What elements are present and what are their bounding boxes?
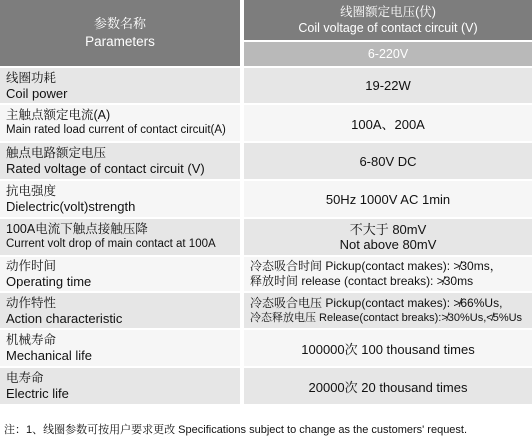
table-row	[0, 257, 532, 293]
header-coil-voltage	[240, 0, 532, 40]
row-label-zh: 电寿命	[6, 371, 44, 385]
row-label	[0, 105, 240, 143]
row-label-en: Coil power	[6, 85, 68, 101]
table-row	[0, 68, 532, 105]
row-label	[0, 257, 240, 293]
row-label-zh: 100A电流下触点接触压降	[6, 222, 148, 236]
row-label-en: Current volt drop of main contact at 100A	[6, 238, 216, 250]
row-label-en: Dielectric(volt)strength	[6, 199, 136, 214]
row-label-zh: 机械寿命	[6, 333, 57, 347]
header-coil-voltage-zh: 线圈额定电压(伏)	[340, 5, 436, 19]
row-value: 6-80V DC	[240, 143, 532, 181]
row-value-line-1: 冷态吸合电压 Pickup(contact makes): ≯66%Us,	[250, 295, 503, 310]
row-value: 100000次 100 thousand times	[240, 330, 532, 368]
row-label	[0, 368, 240, 406]
footnote: 注：1、线圈参数可按用户要求更改 Specifications subject to change as the customers' request.	[4, 424, 468, 436]
header-voltage-range: 6-220V	[240, 40, 532, 68]
row-label-zh: 抗电强度	[6, 184, 57, 198]
table-row	[0, 105, 532, 143]
row-label-zh: 动作特性	[6, 295, 57, 310]
row-value: 50Hz 1000V AC 1min	[240, 181, 532, 219]
row-label-zh: 触点电路额定电压	[6, 146, 107, 160]
row-label	[0, 143, 240, 181]
table-row	[0, 181, 532, 219]
row-value: 100A、200A	[240, 105, 532, 143]
table-row	[0, 293, 532, 330]
table-row	[0, 143, 532, 181]
row-value	[240, 219, 532, 257]
row-label-en: Main rated load current of contact circuit(A)	[6, 124, 226, 136]
header-parameters	[0, 0, 240, 68]
row-value-line-2: 冷态释放电压 Release(contact breaks):≯30%Us,≮5%Us	[250, 311, 523, 324]
row-value: 20000次 20 thousand times	[240, 368, 532, 406]
row-label-en: Electric life	[6, 386, 69, 401]
table-row	[0, 368, 532, 406]
header-parameters-zh: 参数名称	[93, 16, 146, 31]
row-label	[0, 330, 240, 368]
row-value-line-2: Not above 80mV	[339, 237, 437, 252]
row-label	[0, 293, 240, 330]
row-label-en: Action characteristic	[6, 310, 123, 326]
row-label-en: Mechanical life	[6, 348, 92, 363]
row-label-zh: 线圈功耗	[6, 70, 57, 85]
row-label-zh: 主触点额定电流(A)	[6, 108, 111, 122]
row-value-line-1: 不大于 80mV	[349, 222, 427, 237]
row-label-en: Rated voltage of contact circuit (V)	[6, 161, 205, 176]
row-label-zh: 动作时间	[6, 259, 57, 273]
row-label	[0, 68, 240, 105]
row-value	[240, 293, 532, 330]
row-value-line-2: 释放时间 release (contact breaks): ≯30ms	[250, 274, 474, 288]
row-label	[0, 219, 240, 257]
header-coil-voltage-en: Coil voltage of contact circuit (V)	[298, 21, 478, 35]
table-row	[0, 330, 532, 368]
header-parameters-en: Parameters	[85, 34, 155, 49]
table-row	[0, 219, 532, 257]
row-value: 19-22W	[240, 68, 532, 105]
table-header-row	[0, 0, 532, 40]
row-value-line-1: 冷态吸合时间 Pickup(contact makes): ≯30ms，	[250, 259, 502, 273]
row-value	[240, 257, 532, 293]
row-label-en: Operating time	[6, 274, 92, 289]
row-label	[0, 181, 240, 219]
